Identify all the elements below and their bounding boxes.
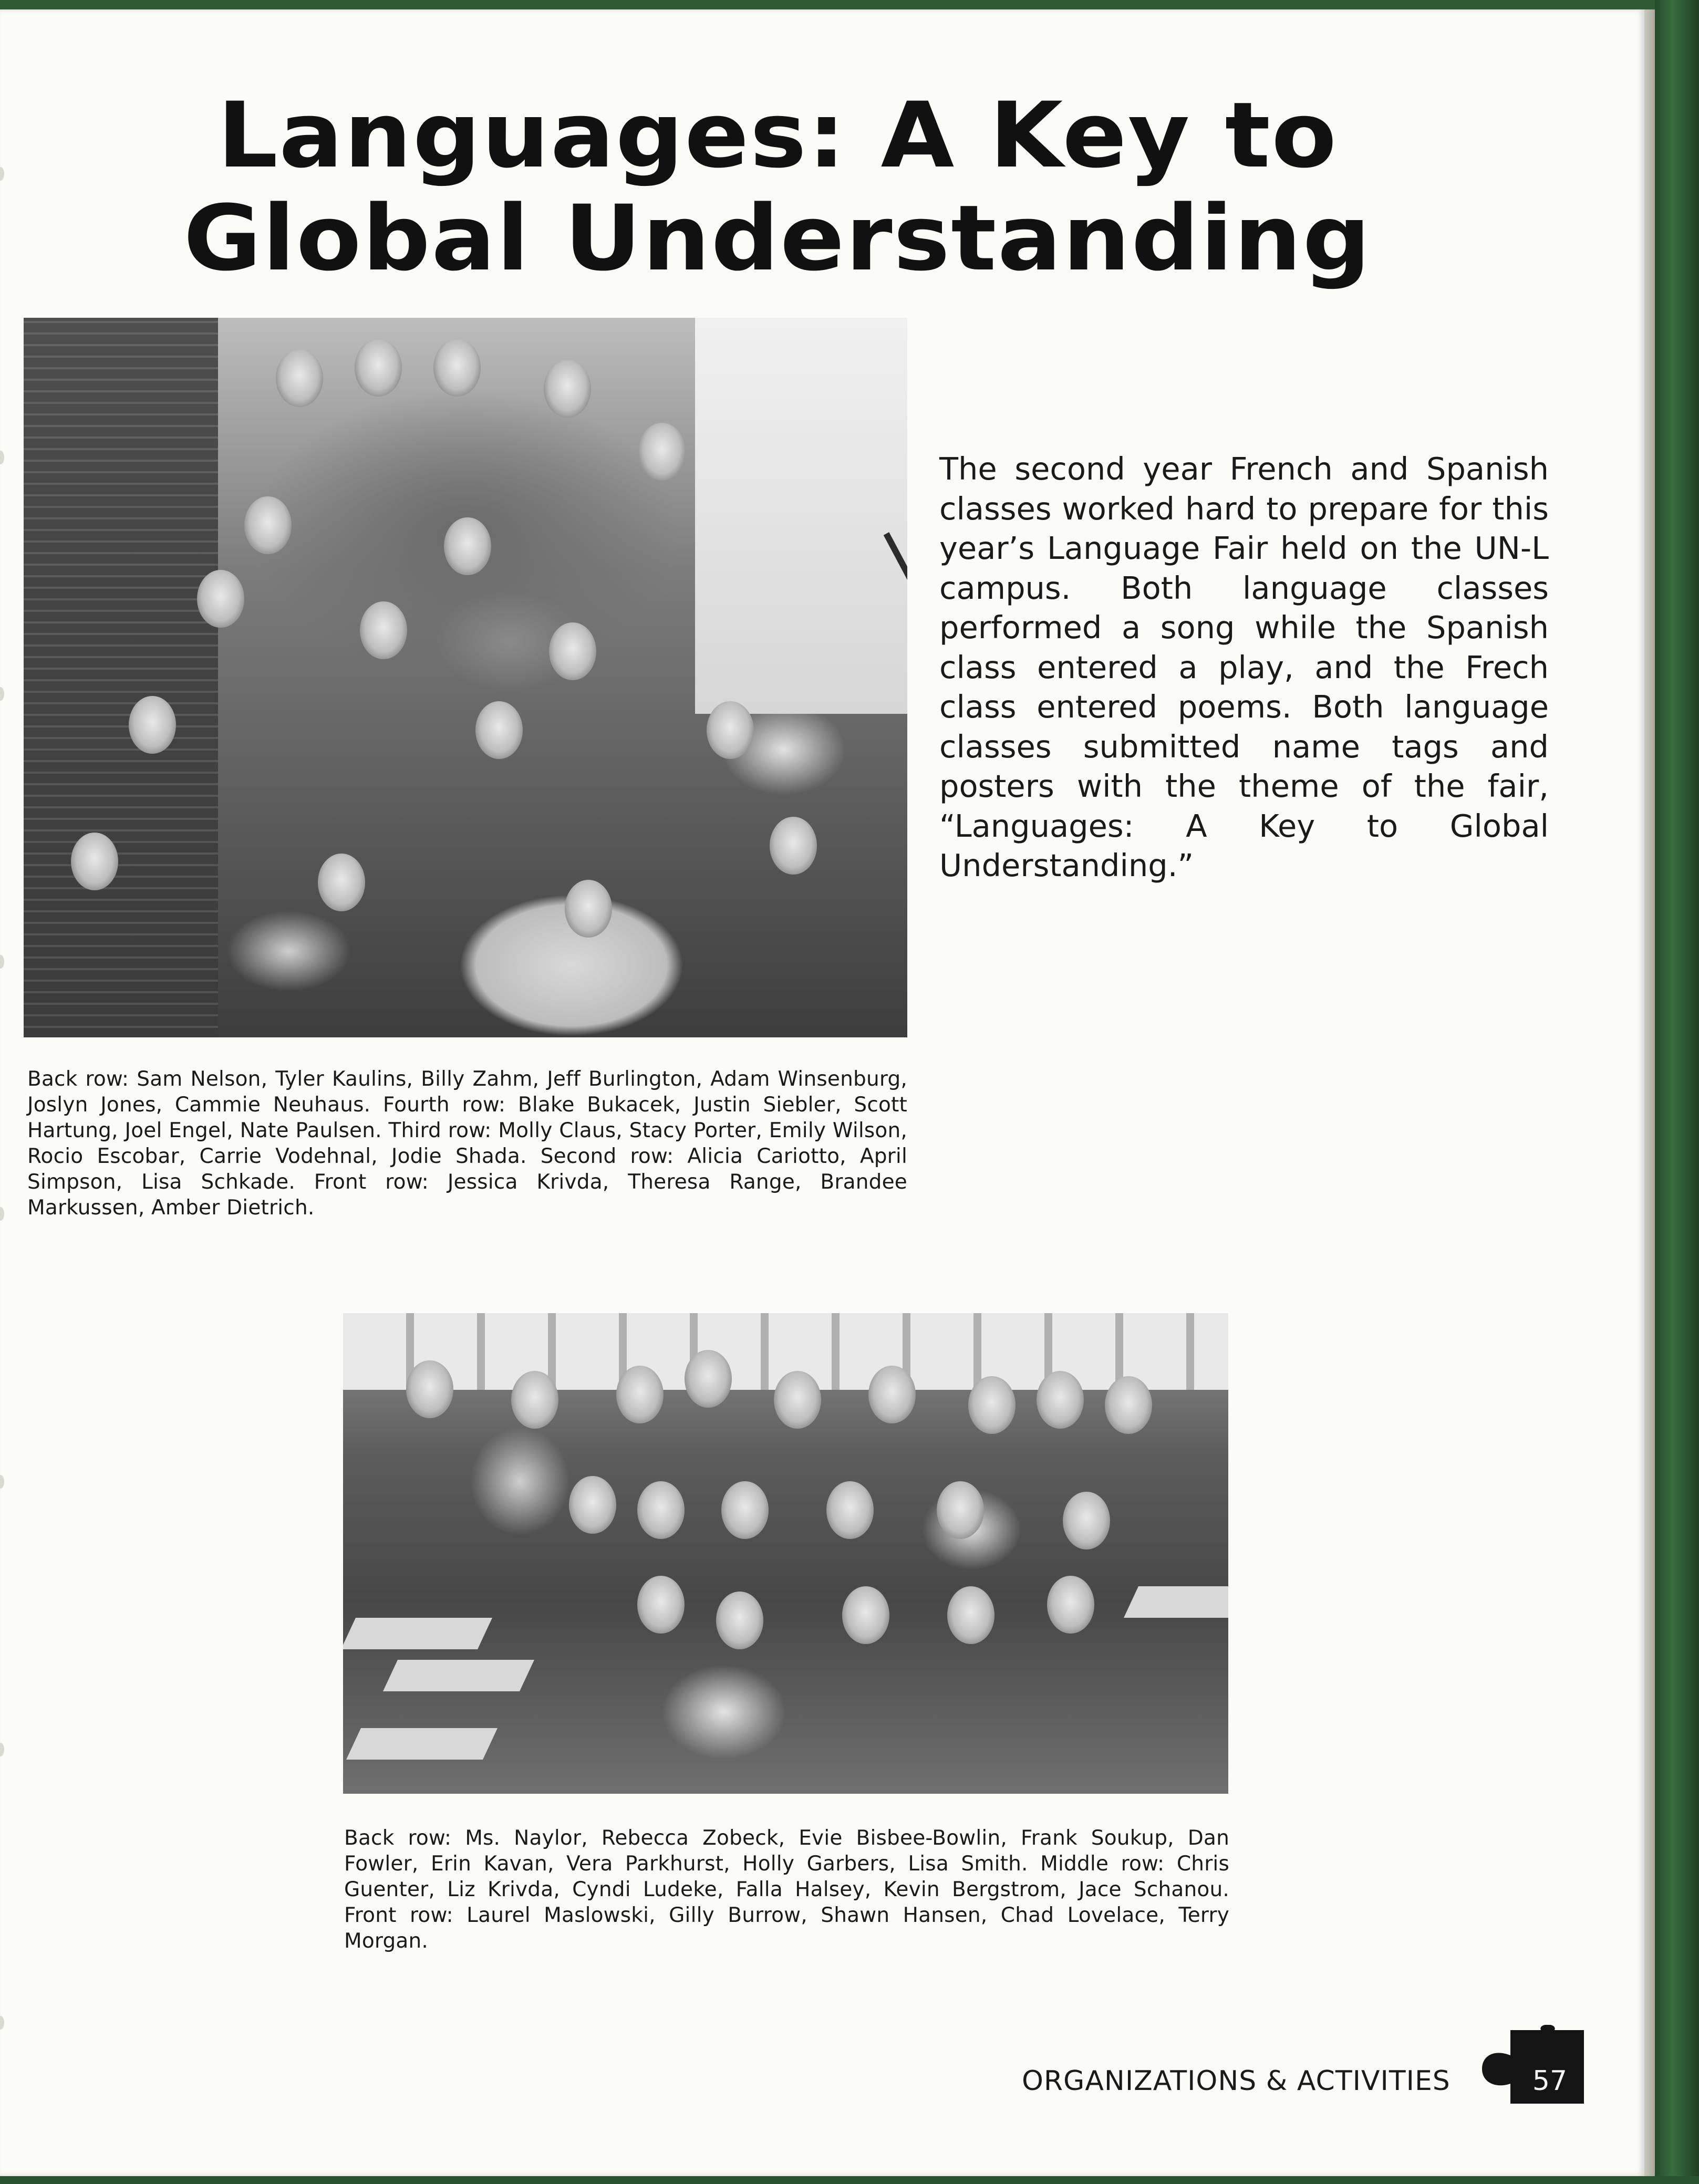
student-face <box>937 1481 984 1539</box>
student-face <box>947 1586 994 1644</box>
photo-desk <box>346 1728 498 1760</box>
student-face <box>638 423 686 481</box>
binding-hole <box>0 2016 4 2030</box>
student-face <box>842 1586 889 1644</box>
page-number: 57 <box>1532 2065 1568 2097</box>
student-face <box>549 622 596 680</box>
photo-window <box>695 318 907 714</box>
student-face <box>197 570 244 628</box>
french-spanish-class-photo <box>24 318 907 1037</box>
section-label: ORGANIZATIONS & ACTIVITIES <box>1022 2065 1451 2097</box>
student-face <box>565 880 612 938</box>
student-face <box>1063 1492 1110 1549</box>
language-classroom-photo <box>343 1313 1228 1794</box>
binding-hole <box>0 955 4 969</box>
student-face <box>637 1576 685 1634</box>
cover-edge <box>0 2176 1699 2184</box>
student-face <box>721 1481 769 1539</box>
student-face <box>1047 1576 1094 1634</box>
top-photo-caption: Back row: Sam Nelson, Tyler Kaulins, Billy Zahm, Jeff Burlington, Adam Winsenburg, Joslyn Jones, Cammie Neuhaus. Fourth row: Blake Bukacek, Justin Siebler, Scott Hartung, Joel Engel, Nate Paulsen. Third row: Molly Claus, Stacy Porter, Emily Wilson, Rocio Escobar, Carrie Vodehnal, Jodie Shada. Second row: Alicia Cariotto, April Simpson, Lisa Schkade. Front row: Jessica Krivda, Theresa Range, Brandee Markussen, Amber Dietrich. <box>27 1067 907 1220</box>
student-face <box>707 701 754 759</box>
student-face <box>318 854 365 911</box>
student-face <box>244 496 292 554</box>
binding-hole <box>0 1475 4 1489</box>
binding-hole <box>0 451 4 464</box>
binding-hole <box>0 1207 4 1221</box>
title-line-1: Languages: A Key to <box>217 82 1338 188</box>
student-face <box>968 1376 1016 1434</box>
photo-desk <box>1124 1586 1228 1618</box>
student-face <box>868 1366 916 1423</box>
student-face <box>276 349 323 407</box>
student-face <box>685 1350 732 1408</box>
student-face <box>716 1592 763 1649</box>
student-face <box>774 1371 821 1429</box>
photo-desk <box>383 1660 534 1691</box>
student-face <box>355 339 402 397</box>
book-spine <box>1655 0 1699 2184</box>
student-face <box>826 1481 874 1539</box>
photo-desk <box>343 1618 492 1649</box>
student-face <box>511 1371 558 1429</box>
student-face <box>770 817 817 875</box>
photo-wall <box>24 318 218 1037</box>
student-face <box>433 339 481 397</box>
student-face <box>444 517 491 575</box>
student-face <box>71 833 118 890</box>
student-face <box>569 1476 616 1534</box>
page-title <box>71 84 1484 290</box>
student-face <box>637 1481 685 1539</box>
article-body: The second year French and Spanish classes worked hard to prepare for this year’s Language Fair held on the UN-L campus. Both language classes performed a song while the Spanish class entered a play, and the Frech class entered poems. Both language classes submitted name tags and posters with the theme of the fair, “Languages: A Key to Global Understanding.” <box>939 451 1549 883</box>
binding-hole <box>0 167 4 181</box>
student-face <box>616 1366 664 1423</box>
student-face <box>406 1360 453 1418</box>
binding-hole <box>0 1743 4 1756</box>
bottom-photo-caption: Back row: Ms. Naylor, Rebecca Zobeck, Evie Bisbee-Bowlin, Frank Soukup, Dan Fowler, Erin Kavan, Vera Parkhurst, Holly Garbers, Lisa Smith. Middle row: Chris Guenter, Liz Krivda, Cyndi Ludeke, Falla Halsey, Kevin Bergstrom, Jace Schanou. Front row: Laurel Maslowski, Gilly Burrow, Shawn Hansen, Chad Lovelace, Terry Morgan. <box>344 1826 1229 1953</box>
student-face <box>1105 1376 1152 1434</box>
binding-hole <box>0 687 4 701</box>
student-face <box>475 701 523 759</box>
title-line-2: Global Understanding <box>183 185 1372 291</box>
student-face <box>360 601 407 659</box>
student-face <box>544 360 591 418</box>
student-face <box>1037 1371 1084 1429</box>
student-face <box>129 696 176 754</box>
